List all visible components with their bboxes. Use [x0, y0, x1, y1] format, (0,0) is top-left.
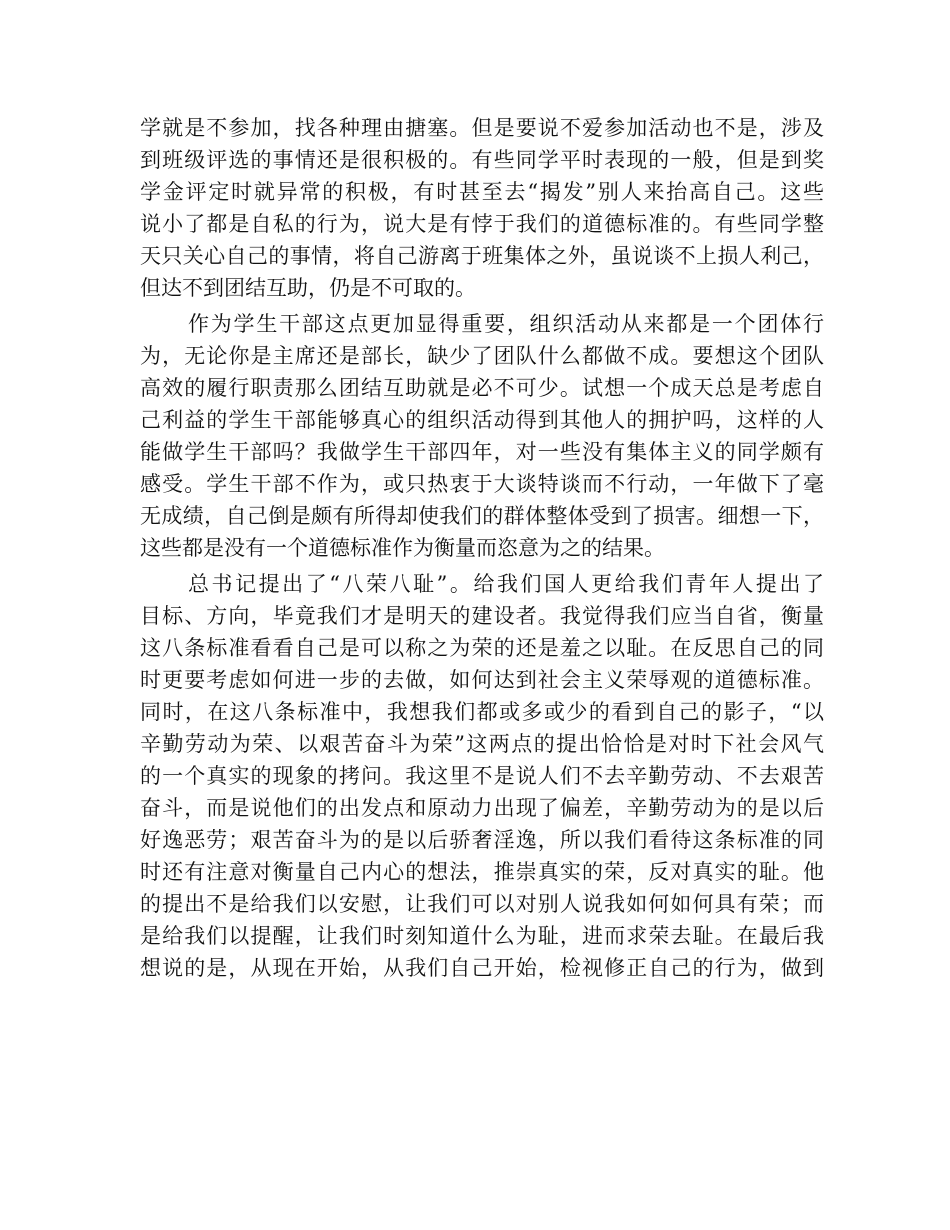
paragraph-line: 为，无论你是主席还是部长，缺少了团队什么都做不成。要想这个团队 — [140, 344, 824, 368]
paragraph-line: 的一个真实的现象的拷问。我这里不是说人们不去辛勤劳动、不去艰苦 — [140, 764, 824, 788]
paragraph-line: 能做学生干部吗？我做学生干部四年，对一些没有集体主义的同学颇有 — [140, 440, 824, 464]
paragraph-line: 时还有注意对衡量自己内心的想法，推崇真实的荣，反对真实的耻。他 — [140, 860, 824, 884]
paragraph-line: 己利益的学生干部能够真心的组织活动得到其他人的拥护吗，这样的人 — [140, 408, 824, 432]
paragraph-line: 这些都是没有一个道德标准作为衡量而恣意为之的结果。 — [140, 536, 665, 560]
paragraph-line: 同时，在这八条标准中，我想我们都或多或少的看到自己的影子，“以 — [140, 700, 824, 724]
paragraph-line: 学就是不参加，找各种理由搪塞。但是要说不爱参加活动也不是，涉及 — [140, 116, 824, 140]
paragraph-line: 这八条标准看看自己是可以称之为荣的还是羞之以耻。在反思自己的同 — [140, 636, 824, 660]
paragraph-3 — [140, 568, 824, 984]
paragraph-line: 辛勤劳动为荣、以艰苦奋斗为荣”这两点的提出恰恰是对时下社会风气 — [140, 732, 824, 756]
paragraph-line: 是给我们以提醒，让我们时刻知道什么为耻，进而求荣去耻。在最后我 — [140, 924, 824, 948]
paragraph-line: 高效的履行职责那么团结互助就是必不可少。试想一个成天总是考虑自 — [140, 376, 824, 400]
paragraph-line: 学金评定时就异常的积极，有时甚至去“揭发”别人来抬高自己。这些 — [140, 180, 824, 204]
paragraph-line: 的提出不是给我们以安慰，让我们可以对别人说我如何如何具有荣；而 — [140, 892, 824, 916]
paragraph-line: 但达不到团结互助，仍是不可取的。 — [140, 276, 476, 300]
paragraph-line: 想说的是，从现在开始，从我们自己开始，检视修正自己的行为，做到 — [140, 956, 824, 980]
paragraph-line: 好逸恶劳；艰苦奋斗为的是以后骄奢淫逸，所以我们看待这条标准的同 — [140, 828, 824, 852]
paragraph-line: 到班级评选的事情还是很积极的。有些同学平时表现的一般，但是到奖 — [140, 148, 824, 172]
paragraph-line: 时更要考虑如何进一步的去做，如何达到社会主义荣辱观的道德标准。 — [140, 668, 824, 692]
paragraph-line: 作为学生干部这点更加显得重要，组织活动从来都是一个团体行 — [188, 312, 824, 336]
paragraph-1 — [140, 112, 824, 304]
paragraph-line: 说小了都是自私的行为，说大是有悖于我们的道德标准的。有些同学整 — [140, 212, 824, 236]
paragraph-2 — [140, 308, 824, 564]
paragraph-line: 天只关心自己的事情，将自己游离于班集体之外，虽说谈不上损人利己， — [140, 244, 824, 268]
paragraph-line: 奋斗，而是说他们的出发点和原动力出现了偏差，辛勤劳动为的是以后 — [140, 796, 824, 820]
paragraph-line: 目标、方向，毕竟我们才是明天的建设者。我觉得我们应当自省，衡量 — [140, 604, 824, 628]
paragraph-line: 无成绩，自己倒是颇有所得却使我们的群体整体受到了损害。细想一下， — [140, 504, 824, 528]
paragraph-line: 感受。学生干部不作为，或只热衷于大谈特谈而不行动，一年做下了毫 — [140, 472, 824, 496]
paragraph-line: 总书记提出了“八荣八耻”。给我们国人更给我们青年人提出了 — [188, 572, 824, 596]
